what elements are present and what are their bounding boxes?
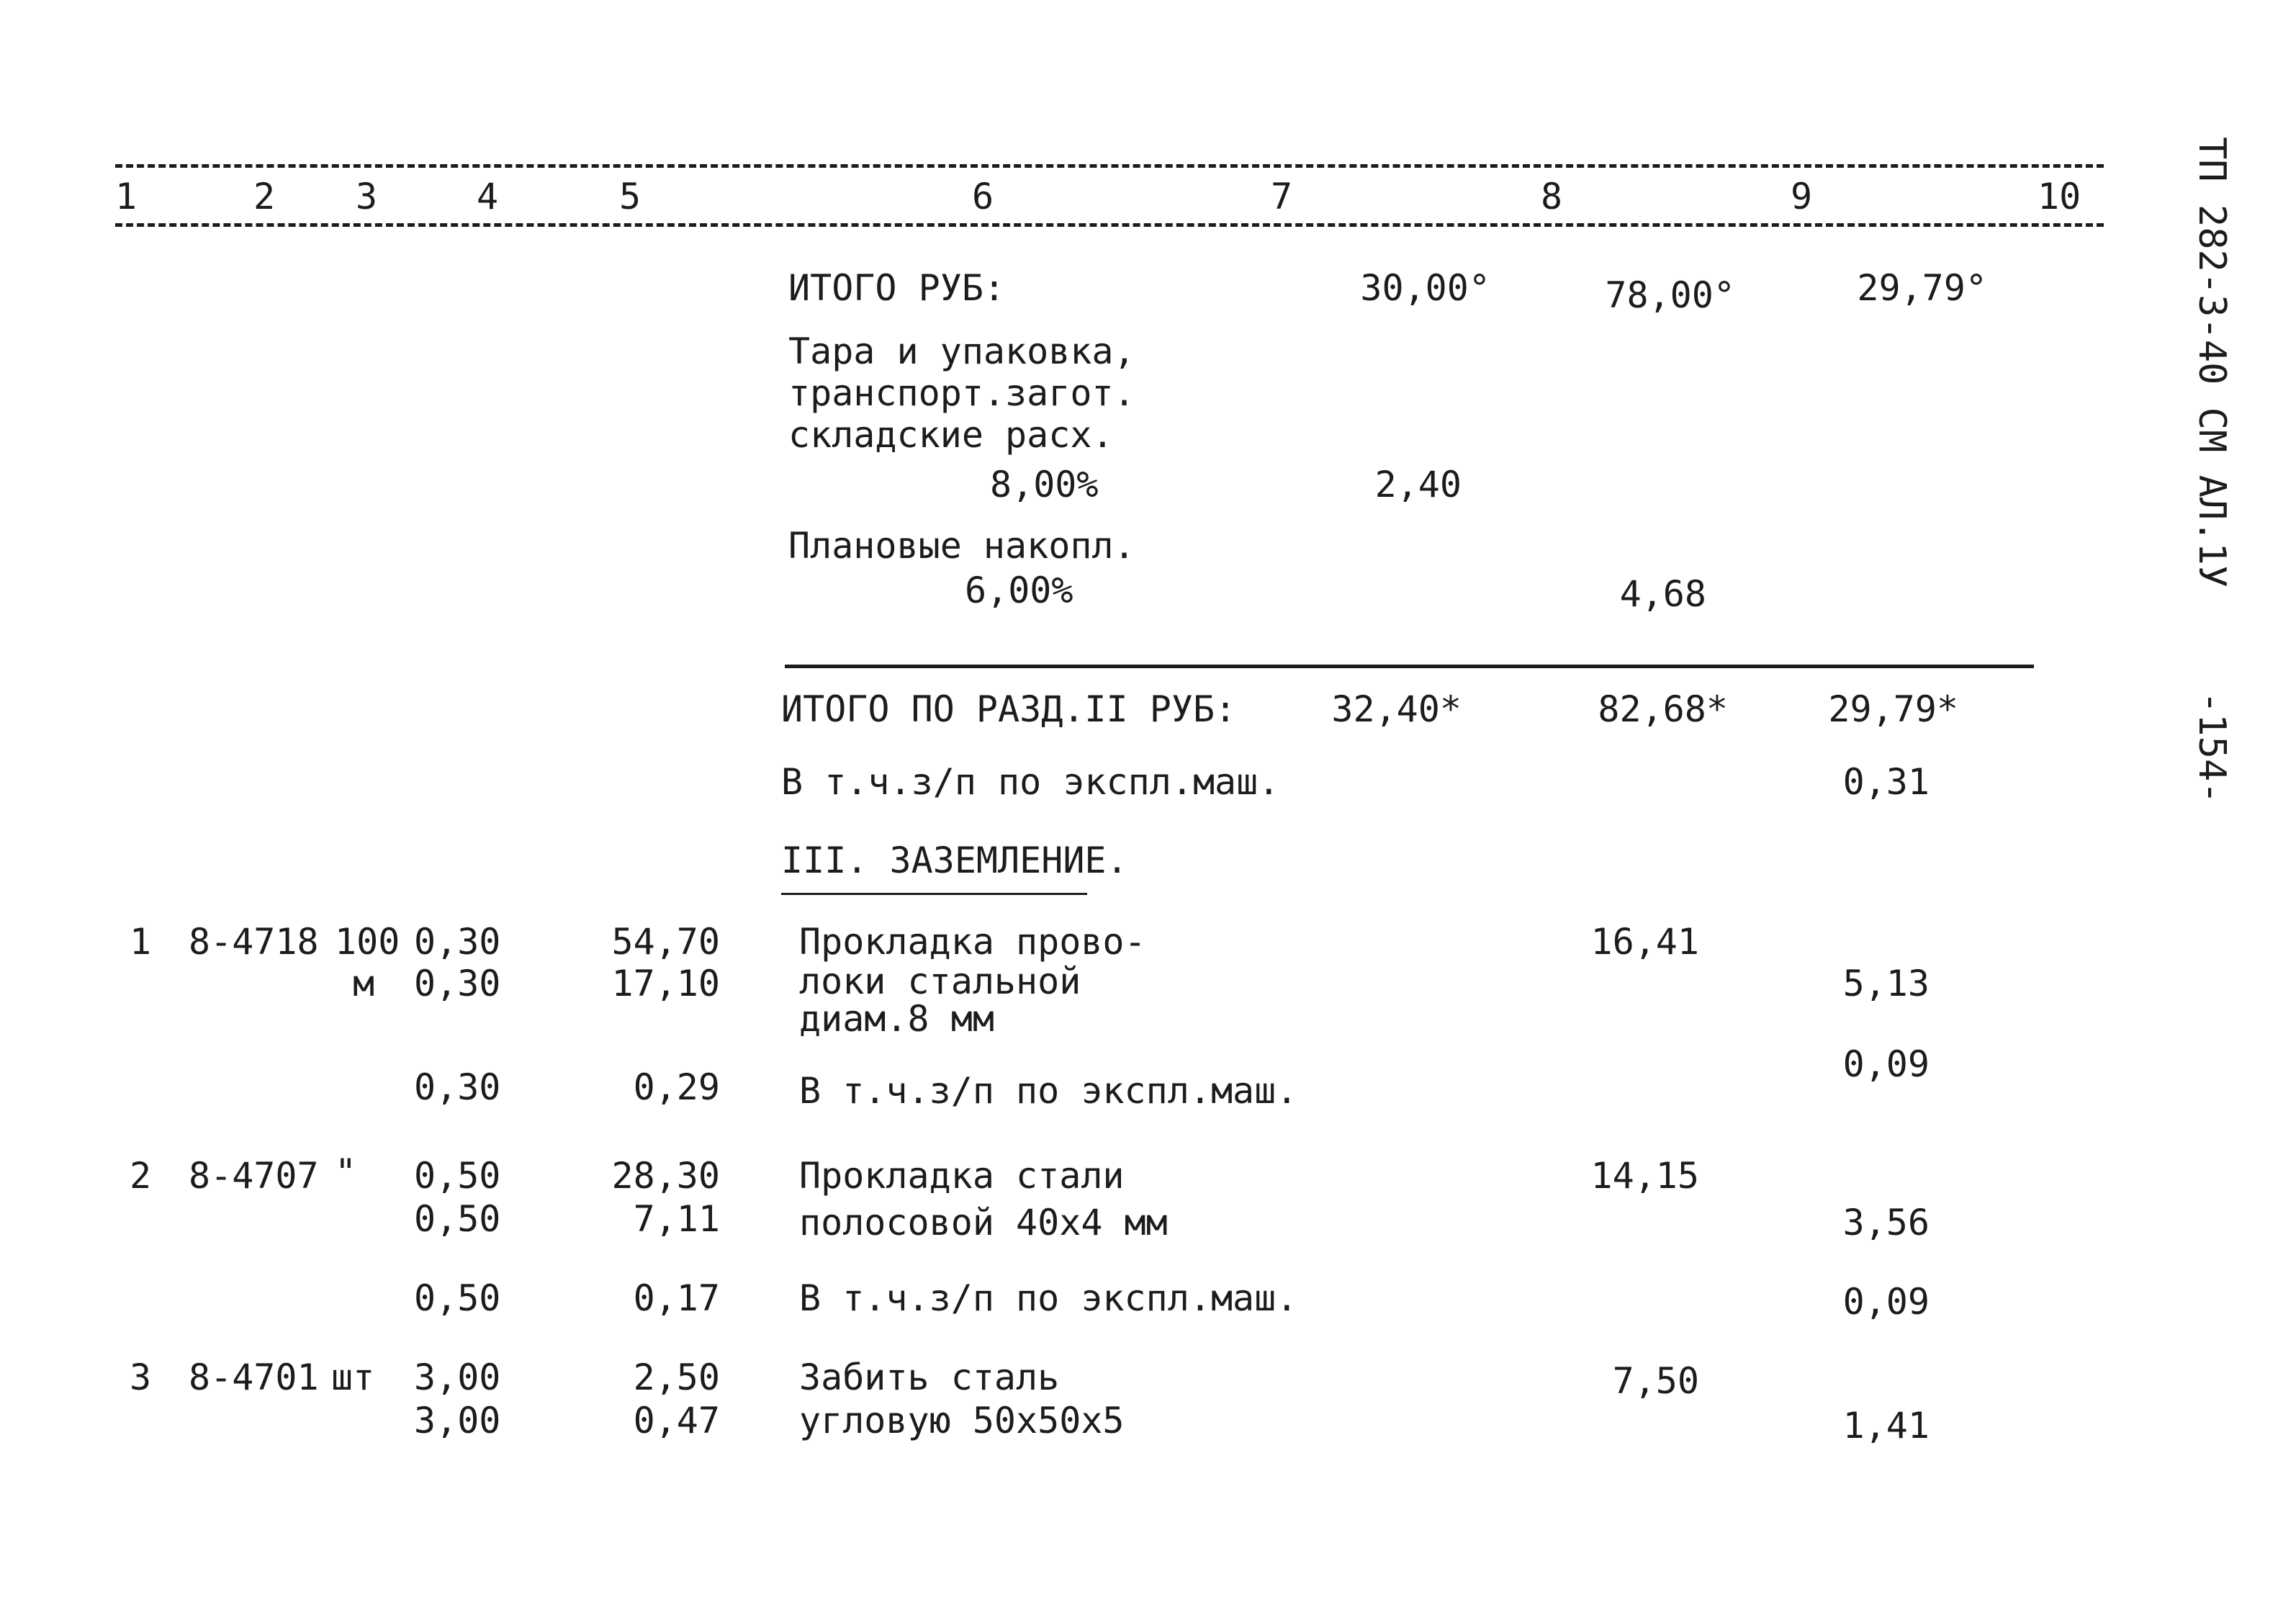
row2-machine: В т.ч.з/п по экспл.маш.: [799, 1277, 1298, 1319]
total-col9: 29,79°: [1857, 267, 1987, 309]
row1-qty1: 0,30: [414, 921, 501, 963]
total-label: ИТОГО РУБ:: [788, 267, 1006, 309]
row2-col9a: 3,56: [1842, 1202, 1930, 1243]
row2-price3: 0,17: [633, 1277, 720, 1319]
row2-code: 8-4707: [189, 1155, 319, 1197]
section-total-col8: 82,68*: [1598, 688, 1728, 730]
page-number: -154-: [2190, 691, 2233, 804]
col-num-6: 6: [972, 176, 994, 217]
section-machine-col9: 0,31: [1842, 761, 1930, 803]
header-top-rule: [115, 164, 2104, 168]
planned-col8: 4,68: [1619, 573, 1706, 615]
section-3-title: III. ЗАЗЕМЛЕНИЕ.: [781, 840, 1128, 881]
packaging-line-3: складские расх.: [788, 414, 1114, 456]
section-total-col9: 29,79*: [1828, 688, 1958, 730]
col-num-7: 7: [1271, 176, 1293, 217]
row3-qty1: 3,00: [414, 1357, 501, 1398]
section-machine-label: В т.ч.з/п по экспл.маш.: [781, 761, 1280, 803]
document-code: ТП 282-3-40 СМ АЛ.1У: [2190, 137, 2233, 588]
col-num-1: 1: [115, 176, 138, 217]
row2-qty3: 0,50: [414, 1277, 501, 1319]
row3-price2: 0,47: [633, 1400, 720, 1441]
packaging-percent: 8,00%: [990, 464, 1099, 505]
row3-num: 3: [130, 1357, 152, 1398]
row1-col9a: 5,13: [1842, 963, 1930, 1004]
row3-col8: 7,50: [1612, 1360, 1699, 1402]
row1-price2: 17,10: [611, 963, 720, 1004]
row1-unit2: м: [353, 963, 375, 1004]
section-3-underline: [781, 893, 1087, 895]
row3-desc2: угловую 50x50x5: [799, 1400, 1125, 1441]
row3-col9a: 1,41: [1842, 1405, 1930, 1447]
row2-col8: 14,15: [1590, 1155, 1699, 1197]
col-num-8: 8: [1541, 176, 1563, 217]
row2-col9b: 0,09: [1842, 1281, 1930, 1323]
section-total-label: ИТОГО ПО РАЗД.II РУБ:: [781, 688, 1237, 730]
col-num-10: 10: [2038, 176, 2081, 217]
row1-machine: В т.ч.з/п по экспл.маш.: [799, 1070, 1298, 1112]
section-total-col7: 32,40*: [1331, 688, 1462, 730]
row3-code: 8-4701: [189, 1357, 319, 1398]
row1-col9b: 0,09: [1842, 1043, 1930, 1085]
planned-percent: 6,00%: [965, 570, 1073, 611]
row1-unit1: 100: [335, 921, 400, 963]
row2-qty1: 0,50: [414, 1155, 501, 1197]
row3-desc1: Забить сталь: [799, 1357, 1060, 1398]
col-num-2: 2: [253, 176, 276, 217]
row1-desc3: диам.8 мм: [799, 998, 994, 1040]
packaging-col7: 2,40: [1374, 464, 1462, 505]
row1-num: 1: [130, 921, 152, 963]
row1-desc2: локи стальной: [799, 961, 1081, 1002]
row1-code: 8-4718: [189, 921, 319, 963]
section-total-rule: [785, 665, 2034, 668]
total-col8: 78,00°: [1605, 274, 1735, 316]
row3-qty2: 3,00: [414, 1400, 501, 1441]
row2-desc2: полосовой 40x4 мм: [799, 1202, 1168, 1243]
row3-price1: 2,50: [633, 1357, 720, 1398]
row1-desc1: Прокладка прово-: [799, 921, 1146, 963]
row2-unit1: ": [335, 1151, 357, 1193]
total-col7: 30,00°: [1360, 267, 1490, 309]
row1-qty2: 0,30: [414, 963, 501, 1004]
row1-col8: 16,41: [1590, 921, 1699, 963]
header-bottom-rule: [115, 223, 2104, 227]
packaging-line-1: Тара и упаковка,: [788, 330, 1135, 372]
col-num-9: 9: [1791, 176, 1813, 217]
row1-price1: 54,70: [611, 921, 720, 963]
row2-desc1: Прокладка стали: [799, 1155, 1125, 1197]
col-num-5: 5: [619, 176, 641, 217]
row1-price3: 0,29: [633, 1066, 720, 1108]
planned-label: Плановые накопл.: [788, 525, 1135, 567]
col-num-3: 3: [356, 176, 378, 217]
row2-qty2: 0,50: [414, 1198, 501, 1240]
packaging-line-2: транспорт.загот.: [788, 372, 1135, 414]
row3-unit1: шт: [331, 1357, 375, 1398]
col-num-4: 4: [477, 176, 499, 217]
row2-price1: 28,30: [611, 1155, 720, 1197]
row1-qty3: 0,30: [414, 1066, 501, 1108]
row2-num: 2: [130, 1155, 152, 1197]
row2-price2: 7,11: [633, 1198, 720, 1240]
